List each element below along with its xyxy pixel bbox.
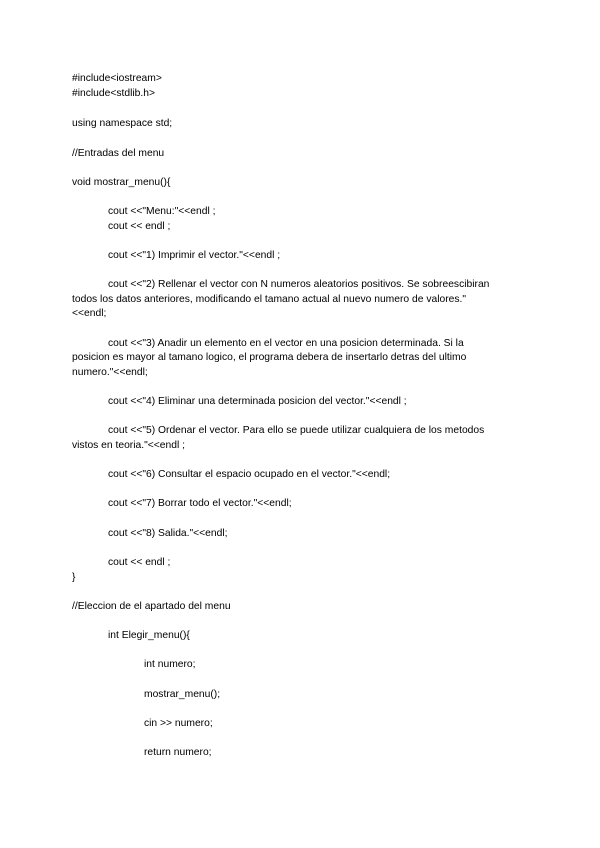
- code-line: <<endl;: [72, 308, 107, 319]
- code-line: #include<iostream>: [72, 73, 162, 84]
- code-line: cout <<"4) Eliminar una determinada posicion del vector."<<endl ;: [108, 396, 407, 407]
- code-line: int Elegir_menu(){: [108, 630, 190, 641]
- code-line: return numero;: [144, 747, 212, 758]
- code-line: mostrar_menu();: [144, 689, 221, 700]
- comment-line: //Eleccion de el apartado del menu: [72, 601, 231, 612]
- code-line: vistos en teoria."<<endl ;: [72, 440, 185, 451]
- code-line: cout << endl ;: [108, 557, 171, 568]
- code-line: todos los datos anteriores, modificando el tamano actual al nuevo numero de valores.": [72, 294, 467, 305]
- code-line: void mostrar_menu(){: [72, 177, 171, 188]
- code-line: }: [72, 572, 76, 583]
- code-line: cout <<"7) Borrar todo el vector."<<endl;: [108, 498, 292, 509]
- code-line: cout <<"5) Ordenar el vector. Para ello se puede utilizar cualquiera de los metodos: [108, 425, 485, 436]
- code-line: cout <<"1) Imprimir el vector."<<endl ;: [108, 250, 281, 261]
- code-line: cout <<"6) Consultar el espacio ocupado en el vector."<<endl;: [108, 469, 391, 480]
- code-line: using namespace std;: [72, 118, 173, 129]
- code-line: numero."<<endl;: [72, 367, 148, 378]
- code-line: int numero;: [144, 659, 196, 670]
- code-line: cout <<"2) Rellenar el vector con N numeros aleatorios positivos. Se sobreescibiran: [108, 279, 490, 290]
- code-line: cout <<"8) Salida."<<endl;: [108, 528, 228, 539]
- code-line: cout <<"Menu:"<<endl ;: [108, 206, 216, 217]
- code-line: posicion es mayor al tamano logico, el programa debera de insertarlo detras del ultimo: [72, 352, 467, 363]
- comment-line: //Entradas del menu: [72, 148, 165, 159]
- code-line: cin >> numero;: [144, 718, 213, 729]
- code-line: cout << endl ;: [108, 221, 171, 232]
- code-line: #include<stdlib.h>: [72, 88, 156, 99]
- code-line: cout <<"3) Anadir un elemento en el vector en una posicion determinada. Si la: [108, 338, 464, 349]
